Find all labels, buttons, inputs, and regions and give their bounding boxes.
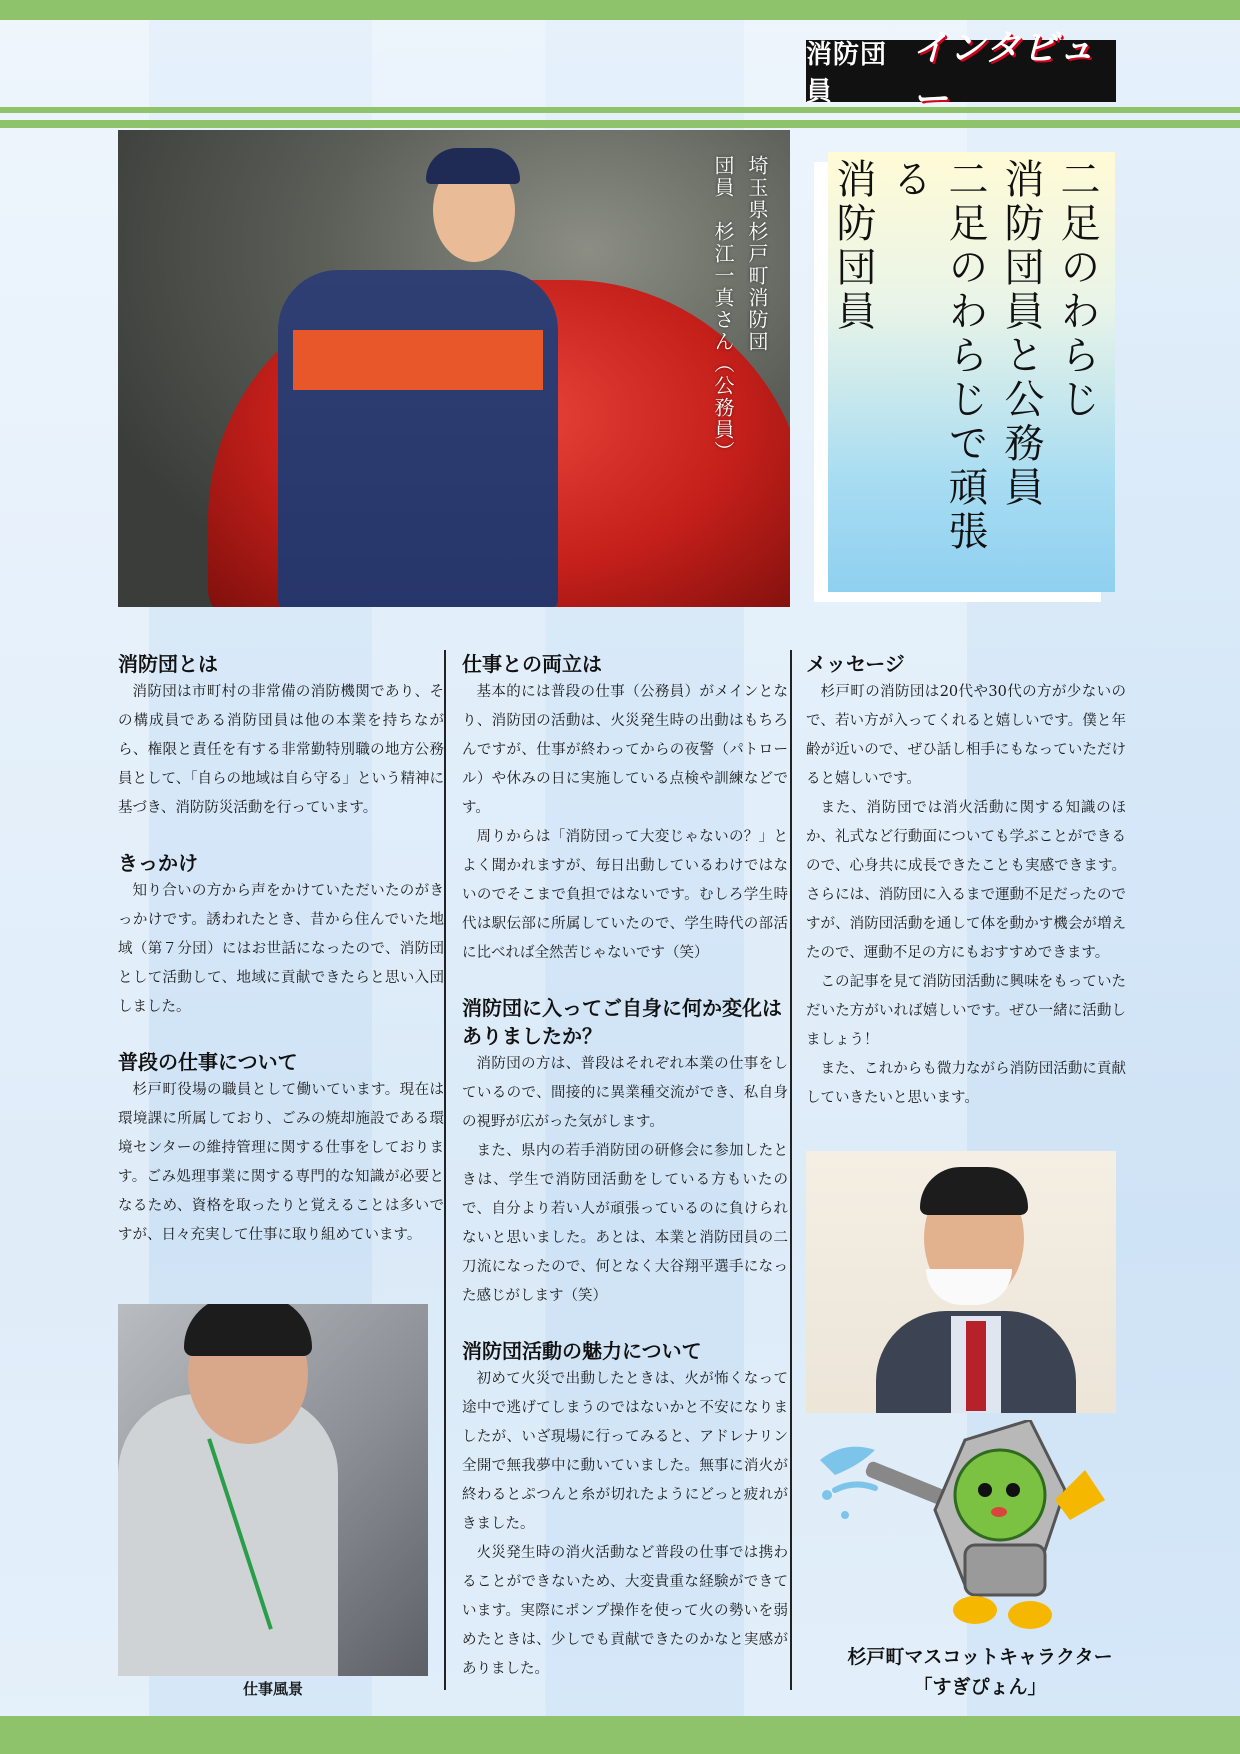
section-paragraph: 知り合いの方から声をかけていただいたのがきっかけです。誘われたとき、昔から住んでいた地域（第７分団）にはお世話になったので、消防団として活動して、地域に貢献できたらと思い入団しました。 bbox=[118, 883, 444, 1015]
mascot-face bbox=[955, 1450, 1045, 1540]
section-paragraph: 杉戸町の消防団は20代や30代の方が少ないので、若い方が入ってくれると嬉しいです。僕と年齢が近いので、ぜひ話し相手にもなっていただけると嬉しいです。 bbox=[806, 684, 1126, 787]
mascot-foot bbox=[1008, 1601, 1052, 1629]
section-paragraph: この記事を見て消防団活動に興味をもっていただいた方がいれば嬉しいです。ぜひ一緒に活動しましょう！ bbox=[806, 974, 1126, 1048]
column-1 bbox=[118, 650, 444, 1250]
main-photo bbox=[118, 130, 790, 607]
badge-text-emphasis: インタビュー bbox=[911, 28, 1096, 120]
section-paragraph: 杉戸町役場の職員として働いています。現在は環境課に所属しており、ごみの焼却施設である環境センターの維持管理に関する仕事をしております。ごみ処理事業に関する専門的な知識が必要となるため、資格を取ったりと覚えることは多いですが、日々充実して仕事に取り組めています。 bbox=[118, 1082, 444, 1243]
person-uniform bbox=[278, 270, 558, 607]
portrait-tie bbox=[966, 1321, 986, 1411]
mascot-caption-name: 「すぎぴょん」 bbox=[913, 1676, 1047, 1698]
section-paragraph: また、これからも微力ながら消防団活動に貢献していきたいと思います。 bbox=[806, 1061, 1126, 1106]
portrait-mask bbox=[926, 1269, 1012, 1305]
caption-line: 団員 杉江一真さん（公務員） bbox=[711, 155, 735, 463]
main-photo-caption bbox=[706, 155, 774, 475]
caption-line: 埼玉県杉戸町消防団 bbox=[745, 155, 769, 353]
section-heading: 仕事との両立は bbox=[462, 652, 602, 676]
mascot-caption-line: 杉戸町マスコットキャラクター bbox=[847, 1646, 1113, 1668]
column-3 bbox=[806, 650, 1126, 1113]
section-paragraph: 初めて火災で出動したときは、火が怖くなって途中で逃げてしまうのではないかと不安になりましたが、いざ現場に行ってみると、アドレナリン全開で無我夢中に動いていました。無事に消火が終わるとぷつんと糸が切れたようにどっと疲れがきました。 bbox=[462, 1371, 788, 1532]
section-paragraph: また、消防団では消火活動に関する知識のほか、礼式など行動面についても学ぶことができるので、心身共に成長できたことも実感できます。さらには、消防団に入るまで運動不足だったのですが、消防団活動を通して体を動かす機会が増えたので、運動不足の方にもおすすめできます。 bbox=[806, 800, 1126, 961]
person-cap bbox=[426, 148, 520, 184]
title-line: 二足のわらじ bbox=[1054, 158, 1100, 422]
title-line: 二足のわらじで頑張る bbox=[886, 158, 988, 554]
column-divider bbox=[444, 650, 446, 1690]
section-heading: きっかけ bbox=[118, 851, 198, 875]
section-heading: 消防団とは bbox=[118, 652, 218, 676]
mascot-tail bbox=[1055, 1470, 1105, 1520]
interview-badge bbox=[806, 28, 1116, 120]
mascot-illustration bbox=[815, 1420, 1115, 1650]
water-spray-icon bbox=[820, 1447, 875, 1519]
bottom-green-bar bbox=[0, 1716, 1240, 1754]
section-paragraph: 周りからは「消防団って大変じゃないの？」とよく聞かれますが、毎日出動しているわけではないのでそこまで負担ではないです。むしろ学生時代は駅伝部に所属していたので、学生時代の部活に比べれば全然苦じゃないです（笑） bbox=[462, 829, 788, 961]
work-photo-caption: 仕事風景 bbox=[242, 1680, 303, 1698]
title-line: 消防団員と公務員 bbox=[998, 158, 1044, 510]
portrait-hair bbox=[920, 1167, 1028, 1215]
section-paragraph: 火災発生時の消火活動など普段の仕事では携わることができないため、大変貴重な経験ができています。実際にポンプ操作を使って火の勢いを弱めたときは、少しでも貢献できたのかなと実感がありました。 bbox=[462, 1545, 788, 1677]
mascot-caption bbox=[830, 1642, 1130, 1702]
title-box bbox=[828, 152, 1115, 592]
column-2 bbox=[462, 650, 788, 1684]
section-heading: 消防団に入ってご自身に何か変化はありましたか？ bbox=[462, 996, 782, 1048]
page-title bbox=[825, 158, 1105, 588]
top-green-bar bbox=[0, 0, 1240, 20]
mascot-body bbox=[965, 1545, 1045, 1595]
badge-text: 消防団員 bbox=[806, 40, 888, 107]
portrait-photo bbox=[806, 1151, 1116, 1413]
section-heading: 消防団活動の魅力について bbox=[462, 1339, 702, 1363]
mascot-foot bbox=[953, 1596, 997, 1624]
title-line: 消防団員 bbox=[830, 158, 876, 334]
section-heading: メッセージ bbox=[806, 652, 905, 676]
section-paragraph: また、県内の若手消防団の研修会に参加したときは、学生で消防団活動をしている方もいたので、自分より若い人が頑張っているのに負けられないと思いました。あとは、本業と消防団員の二刀流になったので、何となく大谷翔平選手になった感じがします（笑） bbox=[462, 1143, 788, 1304]
column-divider bbox=[790, 650, 792, 1690]
section-paragraph: 基本的には普段の仕事（公務員）がメインとなり、消防団の活動は、火災発生時の出動はもちろんですが、仕事が終わってからの夜警（パトロール）や休みの日に実施している点検や訓練などです。 bbox=[462, 684, 788, 816]
section-paragraph: 消防団の方は、普段はそれぞれ本業の仕事をしているので、間接的に異業種交流ができ、私自身の視野が広がった気がします。 bbox=[462, 1056, 788, 1130]
worker-hair bbox=[184, 1304, 312, 1356]
section-heading: 普段の仕事について bbox=[118, 1050, 298, 1074]
work-photo bbox=[118, 1304, 428, 1676]
section-paragraph: 消防団は市町村の非常備の消防機関であり、その構成員である消防団員は他の本業を持ちながら、権限と責任を有する非常勤特別職の地方公務員として、「自らの地域は自ら守る」という精神に基づき、消防防災活動を行っています。 bbox=[118, 684, 444, 816]
uniform-stripe bbox=[293, 330, 543, 390]
